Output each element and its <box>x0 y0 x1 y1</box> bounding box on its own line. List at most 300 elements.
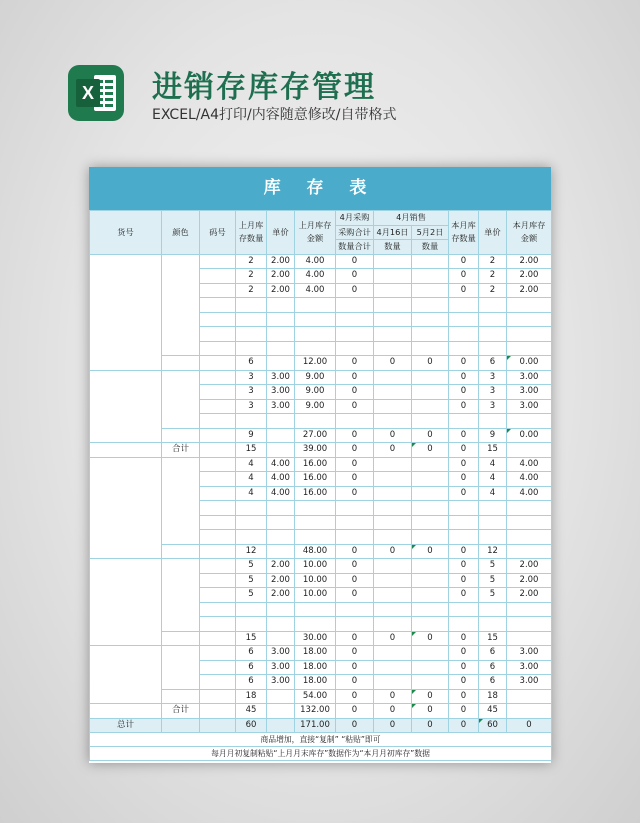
table-cell[interactable]: 12.00 <box>295 356 336 371</box>
table-cell[interactable]: 0 <box>412 631 449 646</box>
table-cell[interactable] <box>236 515 267 530</box>
table-cell[interactable]: 9 <box>236 428 267 443</box>
size-cell[interactable] <box>200 356 236 371</box>
table-cell[interactable] <box>267 689 295 704</box>
table-cell[interactable]: 0 <box>336 283 374 298</box>
table-cell[interactable]: 0 <box>336 660 374 675</box>
table-cell[interactable]: 3.00 <box>507 399 552 414</box>
table-cell[interactable] <box>336 312 374 327</box>
table-cell[interactable] <box>507 312 552 327</box>
table-cell[interactable]: 0 <box>336 544 374 559</box>
table-cell[interactable] <box>412 501 449 516</box>
table-cell[interactable]: 2.00 <box>267 269 295 284</box>
table-cell[interactable]: 5 <box>479 588 507 603</box>
table-cell[interactable]: 16.00 <box>295 486 336 501</box>
table-cell[interactable]: 3.00 <box>507 675 552 690</box>
table-cell[interactable] <box>507 544 552 559</box>
table-cell[interactable]: 3.00 <box>507 660 552 675</box>
size-cell[interactable] <box>200 428 236 443</box>
table-cell[interactable]: 4 <box>236 486 267 501</box>
goods-no-cell[interactable] <box>90 457 162 559</box>
size-cell[interactable] <box>200 298 236 313</box>
table-cell[interactable]: 0 <box>336 370 374 385</box>
table-cell[interactable] <box>374 472 412 487</box>
size-cell[interactable] <box>200 254 236 269</box>
table-cell[interactable]: 0 <box>449 428 479 443</box>
table-cell[interactable]: 16.00 <box>295 457 336 472</box>
table-cell[interactable] <box>374 602 412 617</box>
table-cell[interactable]: 16.00 <box>295 472 336 487</box>
table-cell[interactable] <box>412 457 449 472</box>
table-cell[interactable]: 4.00 <box>267 472 295 487</box>
table-cell[interactable]: 4.00 <box>295 283 336 298</box>
color-cell[interactable] <box>162 689 200 704</box>
table-cell[interactable] <box>267 341 295 356</box>
table-cell[interactable]: 2 <box>479 283 507 298</box>
table-cell[interactable] <box>267 602 295 617</box>
table-cell[interactable]: 132.00 <box>295 704 336 719</box>
table-cell[interactable]: 6 <box>479 356 507 371</box>
table-cell[interactable] <box>267 327 295 342</box>
size-cell[interactable] <box>200 341 236 356</box>
table-cell[interactable] <box>374 486 412 501</box>
table-cell[interactable]: 0 <box>449 486 479 501</box>
table-cell[interactable]: 3 <box>479 385 507 400</box>
table-cell[interactable] <box>507 501 552 516</box>
table-cell[interactable]: 9.00 <box>295 370 336 385</box>
table-cell[interactable] <box>236 414 267 429</box>
table-cell[interactable]: 18.00 <box>295 646 336 661</box>
table-cell[interactable] <box>507 414 552 429</box>
table-cell[interactable] <box>236 501 267 516</box>
table-cell[interactable] <box>449 515 479 530</box>
table-cell[interactable] <box>412 283 449 298</box>
table-cell[interactable] <box>295 298 336 313</box>
table-cell[interactable]: 0 <box>336 689 374 704</box>
goods-no-cell[interactable] <box>90 559 162 646</box>
table-cell[interactable] <box>412 602 449 617</box>
table-cell[interactable] <box>374 559 412 574</box>
table-cell[interactable]: 2 <box>479 269 507 284</box>
table-cell[interactable]: 4 <box>479 457 507 472</box>
size-cell[interactable] <box>200 515 236 530</box>
table-cell[interactable]: 0 <box>449 588 479 603</box>
table-cell[interactable]: 5 <box>236 559 267 574</box>
table-cell[interactable] <box>449 414 479 429</box>
table-cell[interactable] <box>336 341 374 356</box>
table-cell[interactable]: 6 <box>236 675 267 690</box>
size-cell[interactable] <box>200 312 236 327</box>
table-cell[interactable] <box>374 515 412 530</box>
table-cell[interactable]: 2.00 <box>267 283 295 298</box>
table-cell[interactable]: 2.00 <box>267 254 295 269</box>
table-cell[interactable]: 0 <box>449 660 479 675</box>
table-cell[interactable] <box>449 298 479 313</box>
table-cell[interactable]: 12 <box>479 544 507 559</box>
table-cell[interactable] <box>374 298 412 313</box>
table-cell[interactable] <box>236 298 267 313</box>
table-cell[interactable]: 0 <box>449 443 479 458</box>
table-cell[interactable] <box>295 312 336 327</box>
table-cell[interactable] <box>479 530 507 545</box>
table-cell[interactable] <box>507 443 552 458</box>
table-cell[interactable] <box>267 443 295 458</box>
table-cell[interactable] <box>374 414 412 429</box>
table-cell[interactable]: 0 <box>336 457 374 472</box>
table-cell[interactable] <box>412 559 449 574</box>
table-cell[interactable] <box>412 472 449 487</box>
size-cell[interactable] <box>200 704 236 719</box>
goods-no-cell[interactable] <box>90 370 162 443</box>
table-cell[interactable] <box>374 501 412 516</box>
table-cell[interactable]: 4.00 <box>295 269 336 284</box>
table-cell[interactable]: 3.00 <box>267 385 295 400</box>
table-cell[interactable] <box>374 660 412 675</box>
table-cell[interactable]: 2 <box>479 254 507 269</box>
size-cell[interactable] <box>200 327 236 342</box>
table-cell[interactable] <box>507 515 552 530</box>
table-cell[interactable]: 0 <box>336 385 374 400</box>
table-cell[interactable] <box>412 269 449 284</box>
size-cell[interactable] <box>200 631 236 646</box>
color-cell[interactable] <box>162 457 200 544</box>
table-cell[interactable] <box>374 457 412 472</box>
table-cell[interactable]: 0 <box>412 443 449 458</box>
table-cell[interactable]: 0 <box>449 269 479 284</box>
table-cell[interactable] <box>507 327 552 342</box>
table-cell[interactable] <box>507 602 552 617</box>
table-cell[interactable]: 0 <box>336 573 374 588</box>
table-cell[interactable]: 0 <box>336 486 374 501</box>
table-cell[interactable]: 0 <box>412 356 449 371</box>
table-cell[interactable]: 3.00 <box>267 399 295 414</box>
size-cell[interactable] <box>200 443 236 458</box>
table-cell[interactable]: 3.00 <box>507 646 552 661</box>
table-cell[interactable]: 0 <box>412 544 449 559</box>
table-cell[interactable] <box>267 617 295 632</box>
table-cell[interactable]: 0 <box>336 269 374 284</box>
table-cell[interactable] <box>336 530 374 545</box>
table-cell[interactable]: 0 <box>449 559 479 574</box>
table-cell[interactable]: 2 <box>236 283 267 298</box>
table-cell[interactable] <box>412 515 449 530</box>
table-cell[interactable]: 2.00 <box>507 559 552 574</box>
table-cell[interactable] <box>479 341 507 356</box>
table-cell[interactable]: 0 <box>336 646 374 661</box>
table-cell[interactable]: 0 <box>374 631 412 646</box>
table-cell[interactable] <box>449 327 479 342</box>
size-cell[interactable] <box>200 602 236 617</box>
table-cell[interactable]: 27.00 <box>295 428 336 443</box>
size-cell[interactable] <box>200 283 236 298</box>
table-cell[interactable]: 4.00 <box>507 472 552 487</box>
table-cell[interactable]: 6 <box>479 646 507 661</box>
color-cell[interactable] <box>162 370 200 428</box>
table-cell[interactable] <box>449 617 479 632</box>
size-cell[interactable] <box>200 457 236 472</box>
table-cell[interactable] <box>374 327 412 342</box>
table-cell[interactable] <box>267 530 295 545</box>
table-cell[interactable] <box>507 530 552 545</box>
table-cell[interactable]: 3 <box>479 399 507 414</box>
table-cell[interactable]: 6 <box>236 646 267 661</box>
subtotal-label[interactable]: 合计 <box>162 443 200 458</box>
table-cell[interactable] <box>412 312 449 327</box>
table-cell[interactable] <box>374 646 412 661</box>
table-cell[interactable]: 0 <box>374 356 412 371</box>
table-cell[interactable]: 3 <box>236 370 267 385</box>
table-cell[interactable]: 0 <box>336 631 374 646</box>
size-cell[interactable] <box>200 617 236 632</box>
table-cell[interactable] <box>267 428 295 443</box>
table-cell[interactable]: 0 <box>412 704 449 719</box>
table-cell[interactable] <box>295 501 336 516</box>
table-cell[interactable]: 6 <box>236 660 267 675</box>
table-cell[interactable]: 15 <box>479 631 507 646</box>
table-cell[interactable]: 0 <box>449 631 479 646</box>
table-cell[interactable]: 3.00 <box>507 385 552 400</box>
table-cell[interactable]: 0 <box>336 588 374 603</box>
table-cell[interactable]: 2.00 <box>267 588 295 603</box>
table-cell[interactable] <box>479 602 507 617</box>
table-cell[interactable]: 0 <box>449 689 479 704</box>
table-cell[interactable]: 10.00 <box>295 588 336 603</box>
table-cell[interactable]: 3.00 <box>267 675 295 690</box>
table-cell[interactable]: 2 <box>236 269 267 284</box>
table-cell[interactable]: 3 <box>479 370 507 385</box>
table-cell[interactable]: 2.00 <box>507 269 552 284</box>
goods-no-cell[interactable] <box>90 254 162 370</box>
table-cell[interactable] <box>412 573 449 588</box>
table-cell[interactable] <box>236 312 267 327</box>
table-cell[interactable] <box>267 501 295 516</box>
size-cell[interactable] <box>200 385 236 400</box>
size-cell[interactable] <box>200 269 236 284</box>
table-cell[interactable] <box>336 327 374 342</box>
table-cell[interactable] <box>374 269 412 284</box>
table-cell[interactable]: 0 <box>336 399 374 414</box>
table-cell[interactable]: 0 <box>336 428 374 443</box>
table-cell[interactable] <box>236 341 267 356</box>
color-cell[interactable] <box>162 254 200 356</box>
table-cell[interactable]: 0.00 <box>507 356 552 371</box>
table-cell[interactable] <box>336 515 374 530</box>
table-cell[interactable] <box>267 544 295 559</box>
table-cell[interactable]: 0 <box>449 457 479 472</box>
table-cell[interactable]: 0 <box>449 646 479 661</box>
table-cell[interactable] <box>449 501 479 516</box>
table-cell[interactable]: 0.00 <box>507 428 552 443</box>
size-cell[interactable] <box>200 414 236 429</box>
table-cell[interactable] <box>412 646 449 661</box>
table-cell[interactable] <box>412 341 449 356</box>
table-cell[interactable]: 0 <box>336 675 374 690</box>
table-cell[interactable]: 0 <box>412 689 449 704</box>
table-cell[interactable] <box>336 298 374 313</box>
table-cell[interactable]: 0 <box>336 472 374 487</box>
table-cell[interactable] <box>336 414 374 429</box>
table-cell[interactable]: 4.00 <box>267 457 295 472</box>
table-cell[interactable]: 15 <box>236 631 267 646</box>
table-cell[interactable]: 6 <box>479 660 507 675</box>
table-cell[interactable]: 0 <box>449 573 479 588</box>
table-cell[interactable]: 12 <box>236 544 267 559</box>
table-cell[interactable] <box>236 530 267 545</box>
table-cell[interactable]: 6 <box>479 675 507 690</box>
table-cell[interactable]: 0 <box>336 254 374 269</box>
table-cell[interactable] <box>449 602 479 617</box>
size-cell[interactable] <box>200 675 236 690</box>
table-cell[interactable] <box>412 327 449 342</box>
size-cell[interactable] <box>200 370 236 385</box>
table-cell[interactable] <box>374 312 412 327</box>
table-cell[interactable]: 2 <box>236 254 267 269</box>
table-cell[interactable]: 45 <box>236 704 267 719</box>
table-cell[interactable]: 0 <box>449 370 479 385</box>
color-cell[interactable] <box>162 646 200 690</box>
size-cell[interactable] <box>200 689 236 704</box>
table-cell[interactable] <box>412 254 449 269</box>
table-cell[interactable]: 0 <box>336 559 374 574</box>
table-cell[interactable] <box>236 617 267 632</box>
table-cell[interactable] <box>267 704 295 719</box>
table-cell[interactable] <box>374 370 412 385</box>
color-cell[interactable] <box>162 631 200 646</box>
table-cell[interactable] <box>295 515 336 530</box>
table-cell[interactable]: 18 <box>479 689 507 704</box>
table-cell[interactable]: 4.00 <box>507 486 552 501</box>
color-cell[interactable] <box>162 428 200 443</box>
table-cell[interactable] <box>236 327 267 342</box>
table-cell[interactable] <box>267 414 295 429</box>
table-cell[interactable]: 2.00 <box>507 283 552 298</box>
color-cell[interactable] <box>162 356 200 371</box>
table-cell[interactable] <box>479 501 507 516</box>
goods-no-cell[interactable] <box>90 704 162 719</box>
table-cell[interactable] <box>412 675 449 690</box>
table-cell[interactable] <box>374 283 412 298</box>
table-cell[interactable] <box>295 414 336 429</box>
table-cell[interactable]: 3.00 <box>507 370 552 385</box>
table-cell[interactable]: 9.00 <box>295 385 336 400</box>
table-cell[interactable] <box>412 414 449 429</box>
color-cell[interactable] <box>162 544 200 559</box>
table-cell[interactable] <box>267 298 295 313</box>
table-cell[interactable] <box>336 501 374 516</box>
table-cell[interactable] <box>374 573 412 588</box>
size-cell[interactable] <box>200 646 236 661</box>
size-cell[interactable] <box>200 544 236 559</box>
table-cell[interactable] <box>507 689 552 704</box>
table-cell[interactable] <box>295 602 336 617</box>
table-cell[interactable] <box>507 298 552 313</box>
table-cell[interactable] <box>374 617 412 632</box>
table-cell[interactable] <box>412 370 449 385</box>
table-cell[interactable]: 4 <box>479 486 507 501</box>
table-cell[interactable]: 0 <box>374 443 412 458</box>
table-cell[interactable]: 15 <box>479 443 507 458</box>
table-cell[interactable] <box>295 327 336 342</box>
table-cell[interactable] <box>479 327 507 342</box>
table-cell[interactable] <box>479 414 507 429</box>
table-cell[interactable]: 5 <box>479 559 507 574</box>
table-cell[interactable]: 2.00 <box>267 559 295 574</box>
size-cell[interactable] <box>200 660 236 675</box>
table-cell[interactable]: 0 <box>374 704 412 719</box>
table-cell[interactable]: 0 <box>374 544 412 559</box>
table-cell[interactable]: 5 <box>236 588 267 603</box>
table-cell[interactable] <box>267 631 295 646</box>
table-cell[interactable]: 2.00 <box>507 254 552 269</box>
table-cell[interactable]: 0 <box>449 385 479 400</box>
size-cell[interactable] <box>200 501 236 516</box>
table-cell[interactable] <box>507 341 552 356</box>
table-cell[interactable] <box>507 704 552 719</box>
table-cell[interactable]: 0 <box>449 544 479 559</box>
table-cell[interactable] <box>479 312 507 327</box>
table-cell[interactable]: 48.00 <box>295 544 336 559</box>
table-cell[interactable] <box>507 617 552 632</box>
table-cell[interactable]: 18.00 <box>295 675 336 690</box>
table-cell[interactable] <box>479 617 507 632</box>
table-cell[interactable]: 39.00 <box>295 443 336 458</box>
table-cell[interactable]: 9 <box>479 428 507 443</box>
table-cell[interactable]: 5 <box>479 573 507 588</box>
table-cell[interactable]: 18 <box>236 689 267 704</box>
size-cell[interactable] <box>200 399 236 414</box>
table-cell[interactable]: 0 <box>449 254 479 269</box>
table-cell[interactable]: 3.00 <box>267 660 295 675</box>
table-cell[interactable]: 18.00 <box>295 660 336 675</box>
goods-no-cell[interactable] <box>90 646 162 704</box>
table-cell[interactable]: 0 <box>449 356 479 371</box>
table-cell[interactable]: 3.00 <box>267 646 295 661</box>
table-cell[interactable]: 0 <box>336 356 374 371</box>
table-cell[interactable] <box>295 617 336 632</box>
goods-no-cell[interactable] <box>90 443 162 458</box>
table-cell[interactable] <box>412 660 449 675</box>
table-cell[interactable]: 4 <box>236 457 267 472</box>
table-cell[interactable]: 0 <box>412 428 449 443</box>
table-cell[interactable]: 45 <box>479 704 507 719</box>
size-cell[interactable] <box>200 530 236 545</box>
table-cell[interactable]: 0 <box>449 704 479 719</box>
size-cell[interactable] <box>200 559 236 574</box>
table-cell[interactable] <box>449 530 479 545</box>
table-cell[interactable] <box>479 515 507 530</box>
table-cell[interactable]: 2.00 <box>507 573 552 588</box>
table-cell[interactable] <box>374 385 412 400</box>
table-cell[interactable] <box>412 588 449 603</box>
table-cell[interactable]: 3 <box>236 399 267 414</box>
table-cell[interactable]: 10.00 <box>295 559 336 574</box>
table-cell[interactable] <box>374 530 412 545</box>
table-cell[interactable] <box>412 385 449 400</box>
table-cell[interactable] <box>236 602 267 617</box>
table-cell[interactable]: 0 <box>449 472 479 487</box>
table-cell[interactable]: 5 <box>236 573 267 588</box>
table-cell[interactable]: 0 <box>374 428 412 443</box>
size-cell[interactable] <box>200 573 236 588</box>
table-cell[interactable] <box>295 341 336 356</box>
table-cell[interactable] <box>267 515 295 530</box>
size-cell[interactable] <box>200 472 236 487</box>
table-cell[interactable]: 6 <box>236 356 267 371</box>
table-cell[interactable]: 3.00 <box>267 370 295 385</box>
table-cell[interactable] <box>374 675 412 690</box>
table-cell[interactable]: 4.00 <box>267 486 295 501</box>
table-cell[interactable]: 9.00 <box>295 399 336 414</box>
